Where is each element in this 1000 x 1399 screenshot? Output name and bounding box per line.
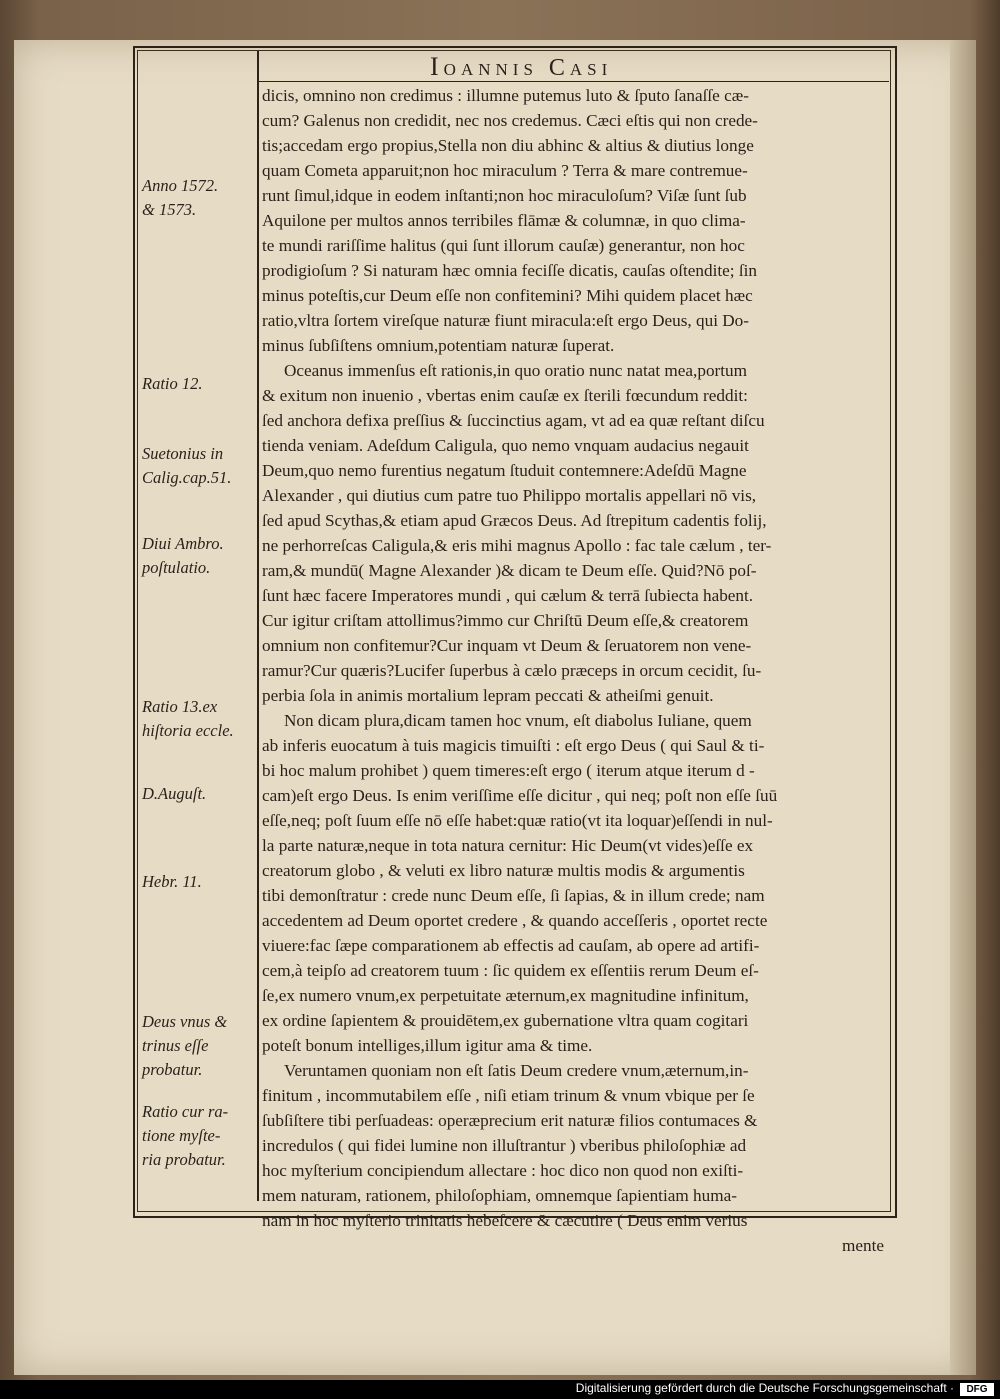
text-line: ram,& mundū( Magne Alexander )& dicam te Deum eſſe. Quid?Nō poſ-	[262, 561, 757, 580]
margin-note	[142, 442, 254, 490]
text-line: te mundi rariſſime halitus (qui ſunt illorum cauſæ) generantur, non hoc	[262, 236, 745, 255]
text-line: minus ſubſiſtens omnium,potentiam naturæ ſuperat.	[262, 336, 615, 355]
margin-note-line: Calig.cap.51.	[142, 468, 232, 487]
margin-note-line: Ratio 12.	[142, 374, 203, 393]
text-line: Non dicam plura,dicam tamen hoc vnum, eſt diabolus Iuliane, quem	[284, 711, 752, 730]
text-line: ſubſiſtere tibi perſuadeas: operæprecium erit naturæ filios contumaces &	[262, 1111, 758, 1130]
text-line: viuere:fac ſæpe comparationem ab effectis ad cauſam, ab opere ad artifi-	[262, 936, 760, 955]
text-line: hoc myſterium concipiendum allectare : hoc dico non quod non exiſti-	[262, 1161, 744, 1180]
text-line: dicis, omnino non credimus : illumne putemus luto & ſputo ſanaſſe cæ-	[262, 86, 749, 105]
margin-note-line: ria probatur.	[142, 1150, 226, 1169]
text-line: ſe,ex numero vnum,ex perpetuitate æternum,ex magnitudine infinitum,	[262, 986, 749, 1005]
text-line: ſed apud Scythas,& etiam apud Græcos Deus. Ad ſtrepitum cadentis folij,	[262, 511, 767, 530]
text-line: ab inferis euocatum à tuis magicis timuiſti : eſt ergo Deus ( qui Saul & ti-	[262, 736, 765, 755]
margin-note-line: hiſtoria eccle.	[142, 721, 234, 740]
funding-credit: Digitalisierung gefördert durch die Deutsche Forschungsgemeinschaft ·	[575, 1381, 954, 1395]
margin-note-line: Ratio 13.ex	[142, 697, 218, 716]
text-line: tibi demonſtratur : crede nunc Deum eſſe, ſi ſapias, & in illum crede; nam	[262, 886, 765, 905]
text-line: poteſt bonum intelliges,illum igitur ama & time.	[262, 1036, 593, 1055]
text-line: runt ſimul,idque in eodem inſtanti;non hoc miraculoſum? Viſæ ſunt ſub	[262, 186, 747, 205]
text-line: Cur igitur criſtam attollimus?immo cur Chriſtū Deum eſſe,& creatorem	[262, 611, 749, 630]
text-line: accedentem ad Deum oportet credere , & quando acceſſeris , oportet recte	[262, 911, 768, 930]
text-line: Aquilone per multos annos terribiles flāmæ & columnæ, in quo clima-	[262, 211, 746, 230]
text-line: quam Cometa apparuit;non hoc miraculum ? Terra & mare contremue-	[262, 161, 748, 180]
text-line: mem naturam, rationem, philoſophiam, omnemque ſapientiam huma-	[262, 1186, 737, 1205]
margin-note	[142, 532, 254, 580]
margin-note	[142, 695, 254, 743]
margin-note-line: Hebr. 11.	[142, 872, 202, 891]
text-line: cem,à teipſo ad creatorem tuum : ſic quidem ex eſſentiis rerum Deum eſ-	[262, 961, 759, 980]
margin-note-line: Anno 1572.	[142, 176, 219, 195]
text-line: cum? Galenus non credidit, nec nos credemus. Cæci eſtis qui non crede-	[262, 111, 758, 130]
text-line: tis;accedam ergo propius,Stella non diu abhinc & altius & diutius longe	[262, 136, 754, 155]
text-line: & exitum non inuenio , vbertas enim cauſæ ex ſterili fœcundum reddit:	[262, 386, 748, 405]
text-line: incredulos ( qui fidei lumine non illuſtrantur ) vberibus philoſophiæ ad	[262, 1136, 747, 1155]
margin-note-line: tione myſte-	[142, 1126, 221, 1145]
text-line: Oceanus immenſus eſt rationis,in quo oratio nunc natat mea,portum	[284, 361, 747, 380]
text-line: Deum,quo nemo furentius negatum ſtuduit contemnere:Adeſdū Magne	[262, 461, 747, 480]
margin-note-line: probatur.	[142, 1060, 203, 1079]
text-line: la parte naturæ,neque in tota natura cernitur: Hic Deum(vt vides)eſſe ex	[262, 836, 754, 855]
margin-note	[142, 1100, 254, 1172]
text-line: minus poteſtis,cur Deum eſſe non confitemini? Mihi quidem placet hæc	[262, 286, 753, 305]
text-line: ramur?Cur quæris?Lucifer ſuperbus à cælo præceps in orcum cecidit, ſu-	[262, 661, 762, 680]
text-line: tienda veniam. Adeſdum Caligula, quo nemo vnquam audacius negauit	[262, 436, 749, 455]
text-line: bi hoc malum prohibet ) quem timeres:eſt ergo ( iterum atque iterum d -	[262, 761, 755, 780]
text-line: ſed anchora defixa preſſius & ſuccinctius agam, vt ad ea quæ reſtant diſcu	[262, 411, 765, 430]
margin-note	[142, 782, 254, 806]
text-line: ratio,vltra ſortem vireſque naturæ fiunt miracula:eſt ergo Deus, qui Do-	[262, 311, 749, 330]
text-line: Veruntamen quoniam non eſt ſatis Deum credere vnum,æternum,in-	[284, 1061, 749, 1080]
margin-note-line: D.Auguſt.	[142, 784, 207, 803]
catchword: mente	[842, 1236, 884, 1255]
margin-note-line: Ratio cur ra-	[142, 1102, 229, 1121]
text-line: perbia ſola in animis mortalium lepram peccati & atheiſmi genuit.	[262, 686, 714, 705]
text-line: ſunt hæc facere Imperatores mundi , qui cælum & terrā ſubiecta habent.	[262, 586, 754, 605]
margin-note-line: Diui Ambro.	[142, 534, 224, 553]
text-line: nam in hoc myſterio trinitatis hebeſcere & cæcutire ( Deus enim verius	[262, 1211, 748, 1230]
dfg-logo: DFG	[960, 1383, 994, 1396]
margin-note-line: Suetonius in	[142, 444, 224, 463]
text-line: omnium non confitemur?Cur inquam vt Deum & ſeruatorem non vene-	[262, 636, 752, 655]
text-line: prodigioſum ? Si naturam hæc omnia feciſſe dicatis, cauſas oſtendite; ſin	[262, 261, 757, 280]
page-edge	[950, 40, 976, 1375]
text-line: eſſe,neq; poſt ſuum eſſe nō eſſe habet:quæ ratio(vt ita loquar)eſſendi in nul-	[262, 811, 773, 830]
margin-note	[142, 372, 254, 396]
text-line: cam)eſt ergo Deus. Is enim veriſſime eſſe dicitur , qui neq; poſt non eſſe ſuū	[262, 786, 778, 805]
body-text	[262, 83, 884, 1258]
margin-note-line: Deus vnus &	[142, 1012, 228, 1031]
running-head: Ioannis Casi	[430, 52, 613, 81]
margin-note-line: & 1573.	[142, 200, 197, 219]
text-line: ne perhorreſcas Caligula,& eris mihi magnus Apollo : fac tale cælum , ter-	[262, 536, 772, 555]
margin-divider	[257, 51, 259, 1201]
margin-note	[142, 1010, 254, 1082]
margin-note	[142, 174, 254, 222]
text-line: finitum , incommutabilem eſſe , niſi etiam trinum & vnum vbique per ſe	[262, 1086, 755, 1105]
text-line: creatorum globo , & veluti ex libro naturæ multis modis & argumentis	[262, 861, 745, 880]
margin-note-line: trinus eſſe	[142, 1036, 209, 1055]
text-line: Alexander , qui diutius cum patre tuo Philippo mortalis appellari nō vis,	[262, 486, 757, 505]
margin-note-line: poſtulatio.	[142, 558, 211, 577]
text-line: ex ordine ſapientem & prouidētem,ex gubernatione vltra quam cogitari	[262, 1011, 749, 1030]
margin-note	[142, 870, 254, 894]
